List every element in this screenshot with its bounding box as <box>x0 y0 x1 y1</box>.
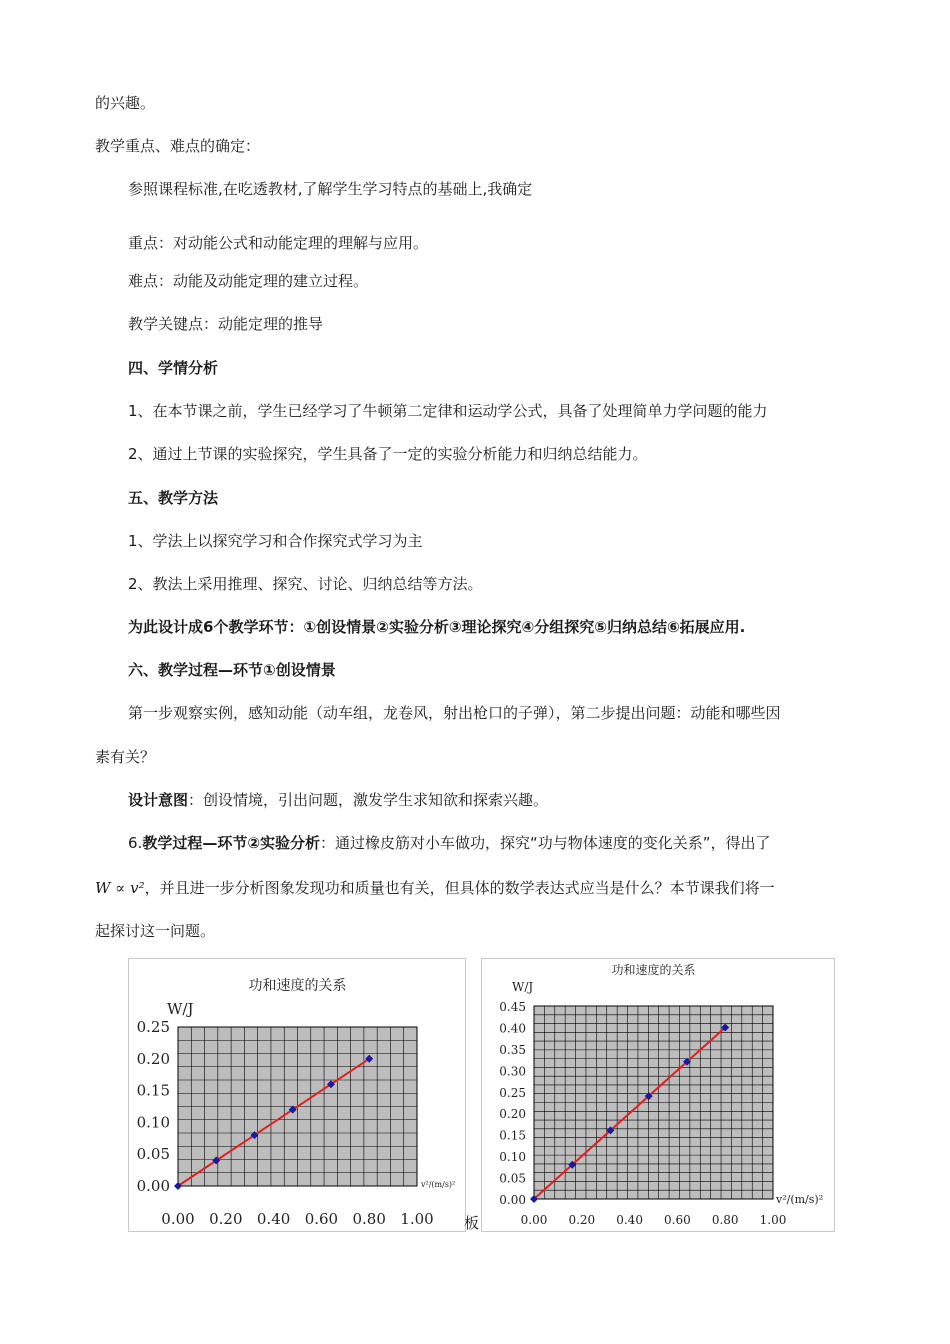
y-tick-label: 0.00 <box>499 1193 526 1207</box>
paragraph-design-steps: 为此设计成6个教学环节：①创设情景②实验分析③理论探究④分组探究⑤归纳总结⑥拓展应用. <box>128 618 746 636</box>
paragraph-key-step: 教学关键点：动能定理的推导 <box>128 315 324 333</box>
x-tick-label: 0.20 <box>568 1213 596 1227</box>
y-tick-label: 0.20 <box>499 1107 526 1122</box>
section-heading-6: 六、教学过程—环节①创设情景 <box>128 661 336 679</box>
y-tick-label: 0.00 <box>136 1177 170 1195</box>
x-axis-label: v²/(m/s)² <box>421 1180 456 1189</box>
paragraph-step-intro-cont: 素有关？ <box>95 748 156 766</box>
x-axis-label: v²/(m/s)² <box>776 1193 824 1206</box>
paragraph-method-1: 1、学法上以探究学习和合作探究式学习为主 <box>128 532 423 550</box>
x-tick-label: 0.40 <box>256 1210 291 1228</box>
y-tick-label: 0.10 <box>499 1150 526 1165</box>
design-intent-text: ：创设情境，引出问题，激发学生求知欲和探索兴趣。 <box>188 791 549 809</box>
y-tick-label: 0.45 <box>499 1000 526 1014</box>
formula-w-prop-v2: W ∝ v² <box>95 879 145 897</box>
board-char: 板 <box>464 1214 480 1232</box>
section-heading-5: 五、教学方法 <box>128 489 219 507</box>
chart-1 <box>129 959 465 1231</box>
paragraph-student-1: 1、在本节课之前，学生已经学习了牛顿第二定律和运动学公式，具备了处理简单力学问题的能力 <box>128 402 768 420</box>
x-tick-label: 0.80 <box>711 1213 739 1227</box>
paragraph-student-2: 2、通过上节课的实验探究，学生具备了一定的实验分析能力和归纳总结能力。 <box>128 445 648 463</box>
x-tick-label: 0.00 <box>520 1213 548 1227</box>
formula-line-text: ，并且进一步分析图象发现功和质量也有关，但具体的数学表达式应当是什么？本节课我们将一 <box>144 879 775 897</box>
chart-title: 功和速度的关系 <box>248 978 347 994</box>
paragraph-difficulty: 难点：动能及动能定理的建立过程。 <box>128 272 369 290</box>
chart-title: 功和速度的关系 <box>611 963 696 977</box>
y-tick-label: 0.05 <box>499 1171 526 1186</box>
y-tick-label: 0.05 <box>136 1145 170 1164</box>
x-tick-label: 0.60 <box>664 1213 691 1227</box>
paragraph-method-2: 2、教法上采用推理、探究、讨论、归纳总结等方法。 <box>128 575 483 593</box>
section-heading-4: 四、学情分析 <box>128 359 219 377</box>
x-tick-label: 1.00 <box>400 1210 434 1228</box>
experiment-text: ：通过橡皮筋对小车做功，探究“功与物体速度的变化关系”，得出了 <box>320 834 771 852</box>
y-tick-label: 0.25 <box>136 1018 170 1036</box>
paragraph-experiment <box>128 832 771 854</box>
paragraph-continuation: 的兴趣。 <box>95 94 156 112</box>
x-tick-label: 0.00 <box>161 1210 195 1228</box>
x-tick-label: 0.60 <box>304 1210 339 1228</box>
y-tick-label: 0.15 <box>136 1081 170 1100</box>
paragraph-formula-line <box>95 877 775 899</box>
paragraph-closing: 起探讨这一问题。 <box>95 922 216 940</box>
experiment-prefix: 6. <box>128 834 143 852</box>
y-tick-label: 0.30 <box>499 1064 526 1079</box>
y-tick-label: 0.35 <box>499 1042 526 1057</box>
y-tick-label: 0.10 <box>136 1113 170 1132</box>
x-tick-label: 0.20 <box>209 1210 243 1228</box>
x-tick-label: 0.80 <box>352 1210 386 1228</box>
chart-1-panel <box>128 958 466 1232</box>
x-tick-label: 1.00 <box>759 1213 787 1227</box>
chart-2 <box>482 959 834 1231</box>
y-axis-label: W/J <box>167 1000 194 1018</box>
design-intent-label: 设计意图 <box>128 791 189 809</box>
x-tick-label: 0.40 <box>616 1213 643 1227</box>
y-tick-label: 0.20 <box>136 1049 170 1068</box>
paragraph-design-intent <box>128 789 548 811</box>
chart-2-panel <box>481 958 835 1232</box>
y-tick-label: 0.25 <box>499 1085 526 1100</box>
experiment-label: 教学过程—环节②实验分析 <box>142 834 321 852</box>
y-axis-label: W/J <box>512 980 534 994</box>
paragraph-basis: 参照课程标准,在吃透教材,了解学生学习特点的基础上,我确定 <box>128 180 533 198</box>
y-tick-label: 0.15 <box>499 1128 526 1143</box>
y-tick-label: 0.40 <box>499 1021 526 1036</box>
paragraph-focus-heading: 教学重点、难点的确定： <box>95 137 261 155</box>
paragraph-key-point: 重点：对动能公式和动能定理的理解与应用。 <box>128 234 429 252</box>
paragraph-step-intro: 第一步观察实例，感知动能（动车组，龙卷风，射出枪口的子弹），第二步提出问题：动能和哪些因 <box>128 704 781 722</box>
